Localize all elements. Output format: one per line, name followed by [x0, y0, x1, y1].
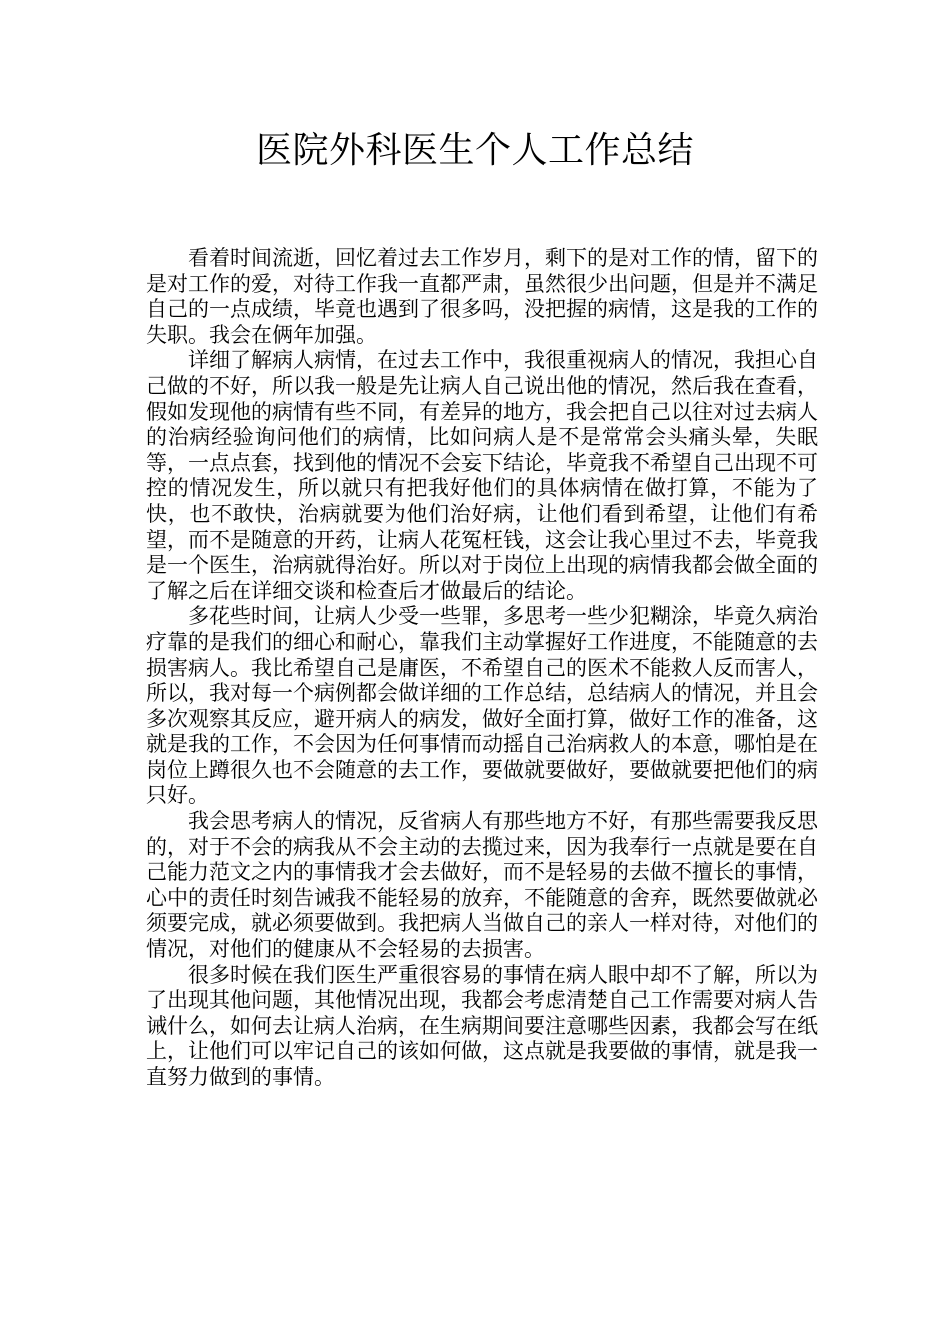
- paragraph-5: 很多时候在我们医生严重很容易的事情在病人眼中却不了解，所以为了出现其他问题，其他情况出现，我都会考虑清楚自己工作需要对病人告诫什么，如何去让病人治病，在生病期间要注意哪些因素，我都会写在纸上，让他们可以牢记自己的该如何做，这点就是我要做的事情，就是我一直努力做到的事情。: [146, 962, 818, 1089]
- paragraph-3: 多花些时间，让病人少受一些罪，多思考一些少犯糊涂，毕竟久病治疗靠的是我们的细心和耐心，靠我们主动掌握好工作进度，不能随意的去损害病人。我比希望自己是庸医，不希望自己的医术不能救人反而害人，所以，我对每一个病例都会做详细的工作总结，总结病人的情况，并且会多次观察其反应，避开病人的病发，做好全面打算，做好工作的准备，这就是我的工作，不会因为任何事情而动摇自己治病救人的本意，哪怕是在岗位上蹲很久也不会随意的去工作，要做就要做好，要做就要把他们的病只好。: [146, 604, 818, 808]
- paragraph-4: 我会思考病人的情况，反省病人有那些地方不好，有那些需要我反思的，对于不会的病我从不会主动的去揽过来，因为我奉行一点就是要在自己能力范文之内的事情我才会去做好，而不是轻易的去做不擅长的事情，心中的责任时刻告诫我不能轻易的放弃，不能随意的舍弃，既然要做就必须要完成，就必须要做到。我把病人当做自己的亲人一样对待，对他们的情况，对他们的健康从不会轻易的去损害。: [146, 809, 818, 962]
- document-title: 医院外科医生个人工作总结: [255, 130, 694, 171]
- paragraph-2: 详细了解病人病情，在过去工作中，我很重视病人的情况，我担心自己做的不好，所以我一般是先让病人自己说出他的情况，然后我在查看，假如发现他的病情有些不同，有差异的地方，我会把自己以往对过去病人的治病经验询问他们的病情，比如问病人是不是常常会头痛头晕，失眠等，一点点套，找到他的情况不会妄下结论，毕竟我不希望自己出现不可控的情况发生，所以就只有把我好他们的具体病情在做打算，不能为了快，也不敢快，治病就要为他们治好病，让他们看到希望，让他们有希望，而不是随意的开药，让病人花冤枉钱，这会让我心里过不去，毕竟我是一个医生，治病就得治好。所以对于岗位上出现的病情我都会做全面的了解之后在详细交谈和检查后才做最后的结论。: [146, 348, 818, 603]
- document-body: [146, 246, 818, 1091]
- paragraph-1: 看着时间流逝，回忆着过去工作岁月，剩下的是对工作的情，留下的是对工作的爱，对待工作我一直都严肃，虽然很少出问题，但是并不满足自己的一点成绩，毕竟也遇到了很多吗，没把握的病情，这是我的工作的失职。我会在俩年加强。: [146, 246, 818, 347]
